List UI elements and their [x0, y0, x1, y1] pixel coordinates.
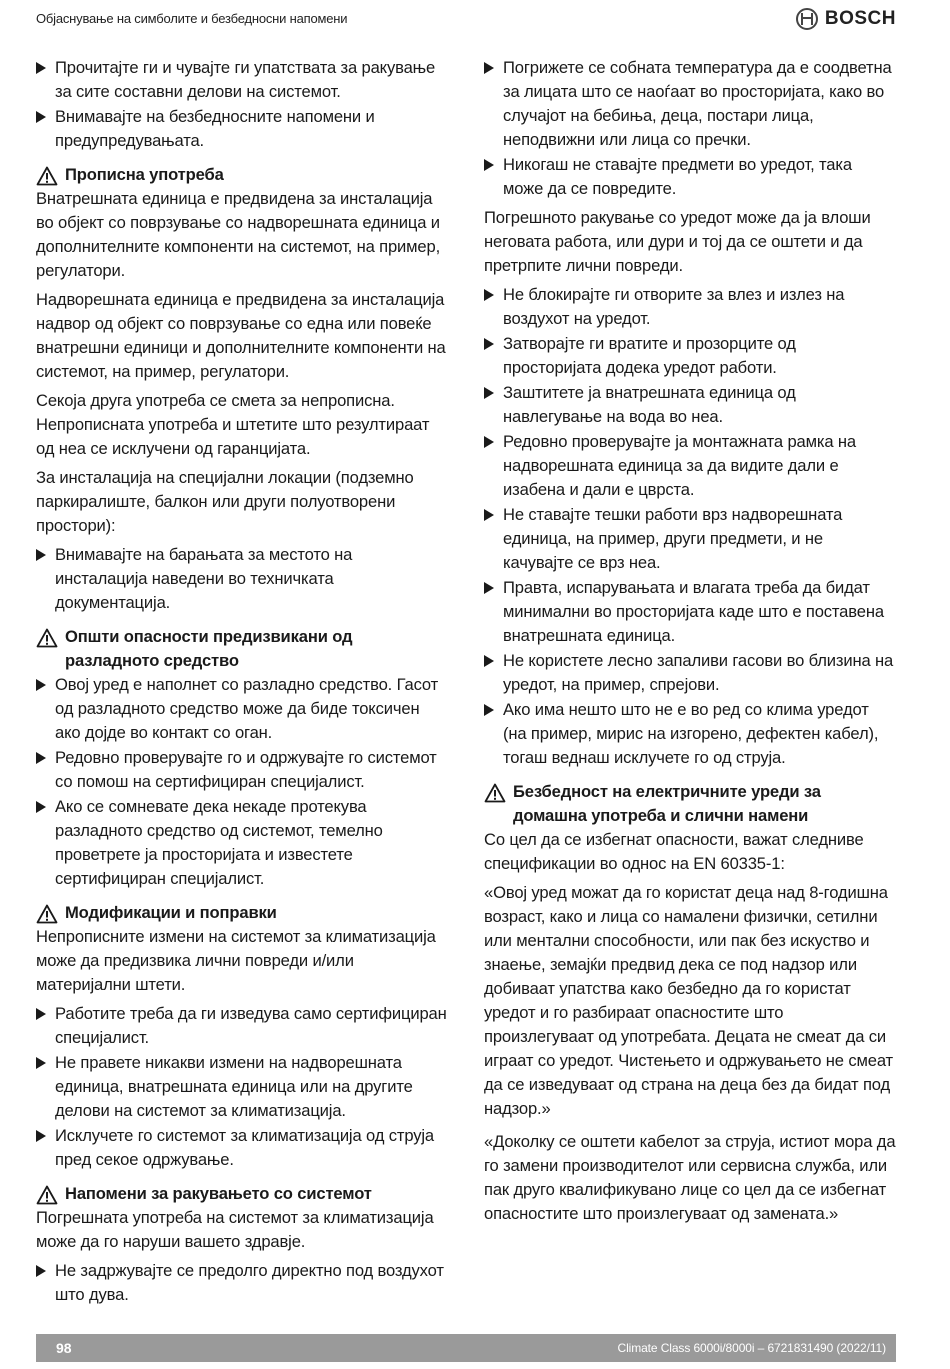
left-column: [36, 56, 448, 1312]
bullet-list: [36, 543, 448, 615]
list-item: Внимавајте на безбедносните напомени и предупредувањата.: [36, 105, 448, 153]
list-item: Не користете лесно запаливи гасови во близина на уредот, на пример, спрејови.: [484, 649, 896, 697]
section-heading-modifications: Модификации и поправки: [36, 901, 448, 925]
list-item: Не правете никакви измени на надворешната единица, внатрешната единица или на другите делови на системот за климатизација.: [36, 1051, 448, 1123]
bullet-arrow-icon: [484, 289, 494, 301]
list-item: Исклучете го системот за климатизација од струја пред секое одржување.: [36, 1124, 448, 1172]
brand-name: BOSCH: [824, 8, 896, 29]
bullet-list: [36, 1002, 448, 1172]
quote-paragraph: «Овој уред можат да го користат деца над 8-годишна возраст, како и лица со намалени физички, сетилни или ментални способности, или пак без искуство и знаење, земајќи предвид дека се под надзор или добиваат упатства како безбедно да го користат уредот и го разбираат опасностите што произлегуваат од употребата. Децата не смеат да си играат со уредот. Чистењето и одржувањето не смеат да се изведуваат од страна на деца без да бидат под надзор.»: [484, 883, 893, 1118]
section-heading-handling: Напомени за ракувањето со системот: [36, 1182, 448, 1206]
bullet-list: [36, 673, 448, 891]
bullet-arrow-icon: [36, 111, 46, 123]
bullet-arrow-icon: [484, 704, 494, 716]
bullet-arrow-icon: [36, 1008, 46, 1020]
bullet-arrow-icon: [484, 338, 494, 350]
bullet-arrow-icon: [484, 62, 494, 74]
bullet-arrow-icon: [36, 801, 46, 813]
bullet-list: [484, 56, 896, 201]
right-column: [484, 56, 896, 1235]
bullet-list: [484, 283, 896, 770]
list-item: Не ставајте тешки работи врз надворешната единица, на пример, други предмети, и не качувајте се врз неа.: [484, 503, 896, 575]
bullet-arrow-icon: [484, 387, 494, 399]
section-heading-refrigerant-hazards: Општи опасности предизвикани од разладното средство: [36, 625, 448, 673]
document-reference: Climate Class 6000i/8000i – 6721831490 (2022/11): [617, 1341, 886, 1355]
paragraph: Секоја друга употреба се смета за непрописна. Непрописната употреба и штетите што резултираат од неа се исклучени од гаранцијата.: [36, 391, 430, 458]
bullet-arrow-icon: [484, 655, 494, 667]
bullet-arrow-icon: [36, 679, 46, 691]
bullet-arrow-icon: [484, 159, 494, 171]
page-number: 98: [56, 1340, 72, 1356]
page-footer: [36, 1334, 896, 1362]
bullet-arrow-icon: [484, 436, 494, 448]
bosch-armature-icon: [796, 8, 818, 30]
header-title: Објаснување на симболите и безбедносни напомени: [36, 11, 348, 26]
list-item: Заштитете ја внатрешната единица од навлегување на вода во неа.: [484, 381, 896, 429]
bullet-arrow-icon: [36, 1057, 46, 1069]
list-item: Прочитајте ги и чувајте ги упатствата за ракување за сите составни делови на системот.: [36, 56, 448, 104]
list-item: Не блокирајте ги отворите за влез и излез на воздухот на уредот.: [484, 283, 896, 331]
bosch-logo: [796, 8, 896, 30]
bullet-arrow-icon: [484, 509, 494, 521]
paragraph: За инсталација на специјални локации (подземно паркиралиште, балкон или други полуотворени простори):: [36, 468, 414, 535]
page-header: [36, 8, 896, 32]
list-item: Работите треба да ги изведува само сертифициран специјалист.: [36, 1002, 448, 1050]
list-item: Не задржувајте се предолго директно под воздухот што дува.: [36, 1259, 448, 1307]
warning-icon: [36, 166, 58, 186]
bullet-arrow-icon: [484, 582, 494, 594]
warning-icon: [36, 904, 58, 924]
list-item: Редовно проверувајте го и одржувајте го системот со помош на сертифициран специјалист.: [36, 746, 448, 794]
bullet-arrow-icon: [36, 752, 46, 764]
paragraph: Надворешната единица е предвидена за инсталација надвор од објект со поврзување со една или повеќе внатрешни единици и дополнителните компоненти на системот, на пример, регулатори.: [36, 290, 446, 381]
quote-paragraph: «Доколку се оштети кабелот за струја, истиот мора да го замени производителот или сервисна служба, или пак друго квалификувано лице со цел да се избегнат опасностите што произлегуваат од замената.»: [484, 1132, 896, 1223]
paragraph: Погрешното ракување со уредот може да ја влоши неговата работа, или дури и тој да се оштети и да претрпите лични повреди.: [484, 208, 871, 275]
warning-icon: [36, 1185, 58, 1205]
paragraph: Внатрешната единица е предвидена за инсталација во објект со поврзување со надворешната единица и дополнителните компоненти на системот, на пример, регулатори.: [36, 189, 441, 280]
warning-icon: [36, 628, 58, 648]
bullet-arrow-icon: [36, 1130, 46, 1142]
list-item: Овој уред е наполнет со разладно средство. Гасот од разладното средство може да биде токсичен ако дојде во контакт со оган.: [36, 673, 448, 745]
list-item: Погрижете се собната температура да е соодветна за лицата што се наоѓаат во просторијата, како во случајот на бебиња, деца, постари лица, неподвижни или лица со пречки.: [484, 56, 896, 152]
paragraph: Непрописните измени на системот за климатизација може да предизвика лични повреди и/или материјални штети.: [36, 927, 436, 994]
paragraph: Погрешната употреба на системот за климатизација може да го наруши вашето здравје.: [36, 1208, 434, 1251]
list-item: Ако има нешто што не е во ред со клима уредот (на пример, мирис на изгорено, дефектен кабел), тогаш веднаш исклучете го од струја.: [484, 698, 896, 770]
list-item: Ако се сомневате дека некаде протекува разладното средство од системот, темелно проветрете ја просторијата и известете сертифициран специјалист.: [36, 795, 448, 891]
bullet-arrow-icon: [36, 549, 46, 561]
intro-bullets: [36, 56, 448, 153]
list-item: Редовно проверувајте ја монтажната рамка на надворешната единица за да видите дали е изабена и дали е цврста.: [484, 430, 896, 502]
bullet-list: [36, 1259, 448, 1307]
section-heading-electrical-safety: Безбедност на електричните уреди за домашна употреба и слични намени: [484, 780, 896, 828]
list-item: Затворајте ги вратите и прозорците од просторијата додека уредот работи.: [484, 332, 896, 380]
bullet-arrow-icon: [36, 1265, 46, 1277]
bullet-arrow-icon: [36, 62, 46, 74]
paragraph: Со цел да се избегнат опасности, важат следниве спецификации во однос на EN 60335-1:: [484, 830, 864, 873]
list-item: Правта, испарувањата и влагата треба да бидат минимални во просторијата каде што е поставена внатрешната единица.: [484, 576, 896, 648]
warning-icon: [484, 783, 506, 803]
list-item: Никогаш не ставајте предмети во уредот, така може да се повредите.: [484, 153, 896, 201]
list-item: Внимавајте на барањата за местото на инсталација наведени во техничката документација.: [36, 543, 448, 615]
section-heading-proper-use: Прописна употреба: [36, 163, 448, 187]
